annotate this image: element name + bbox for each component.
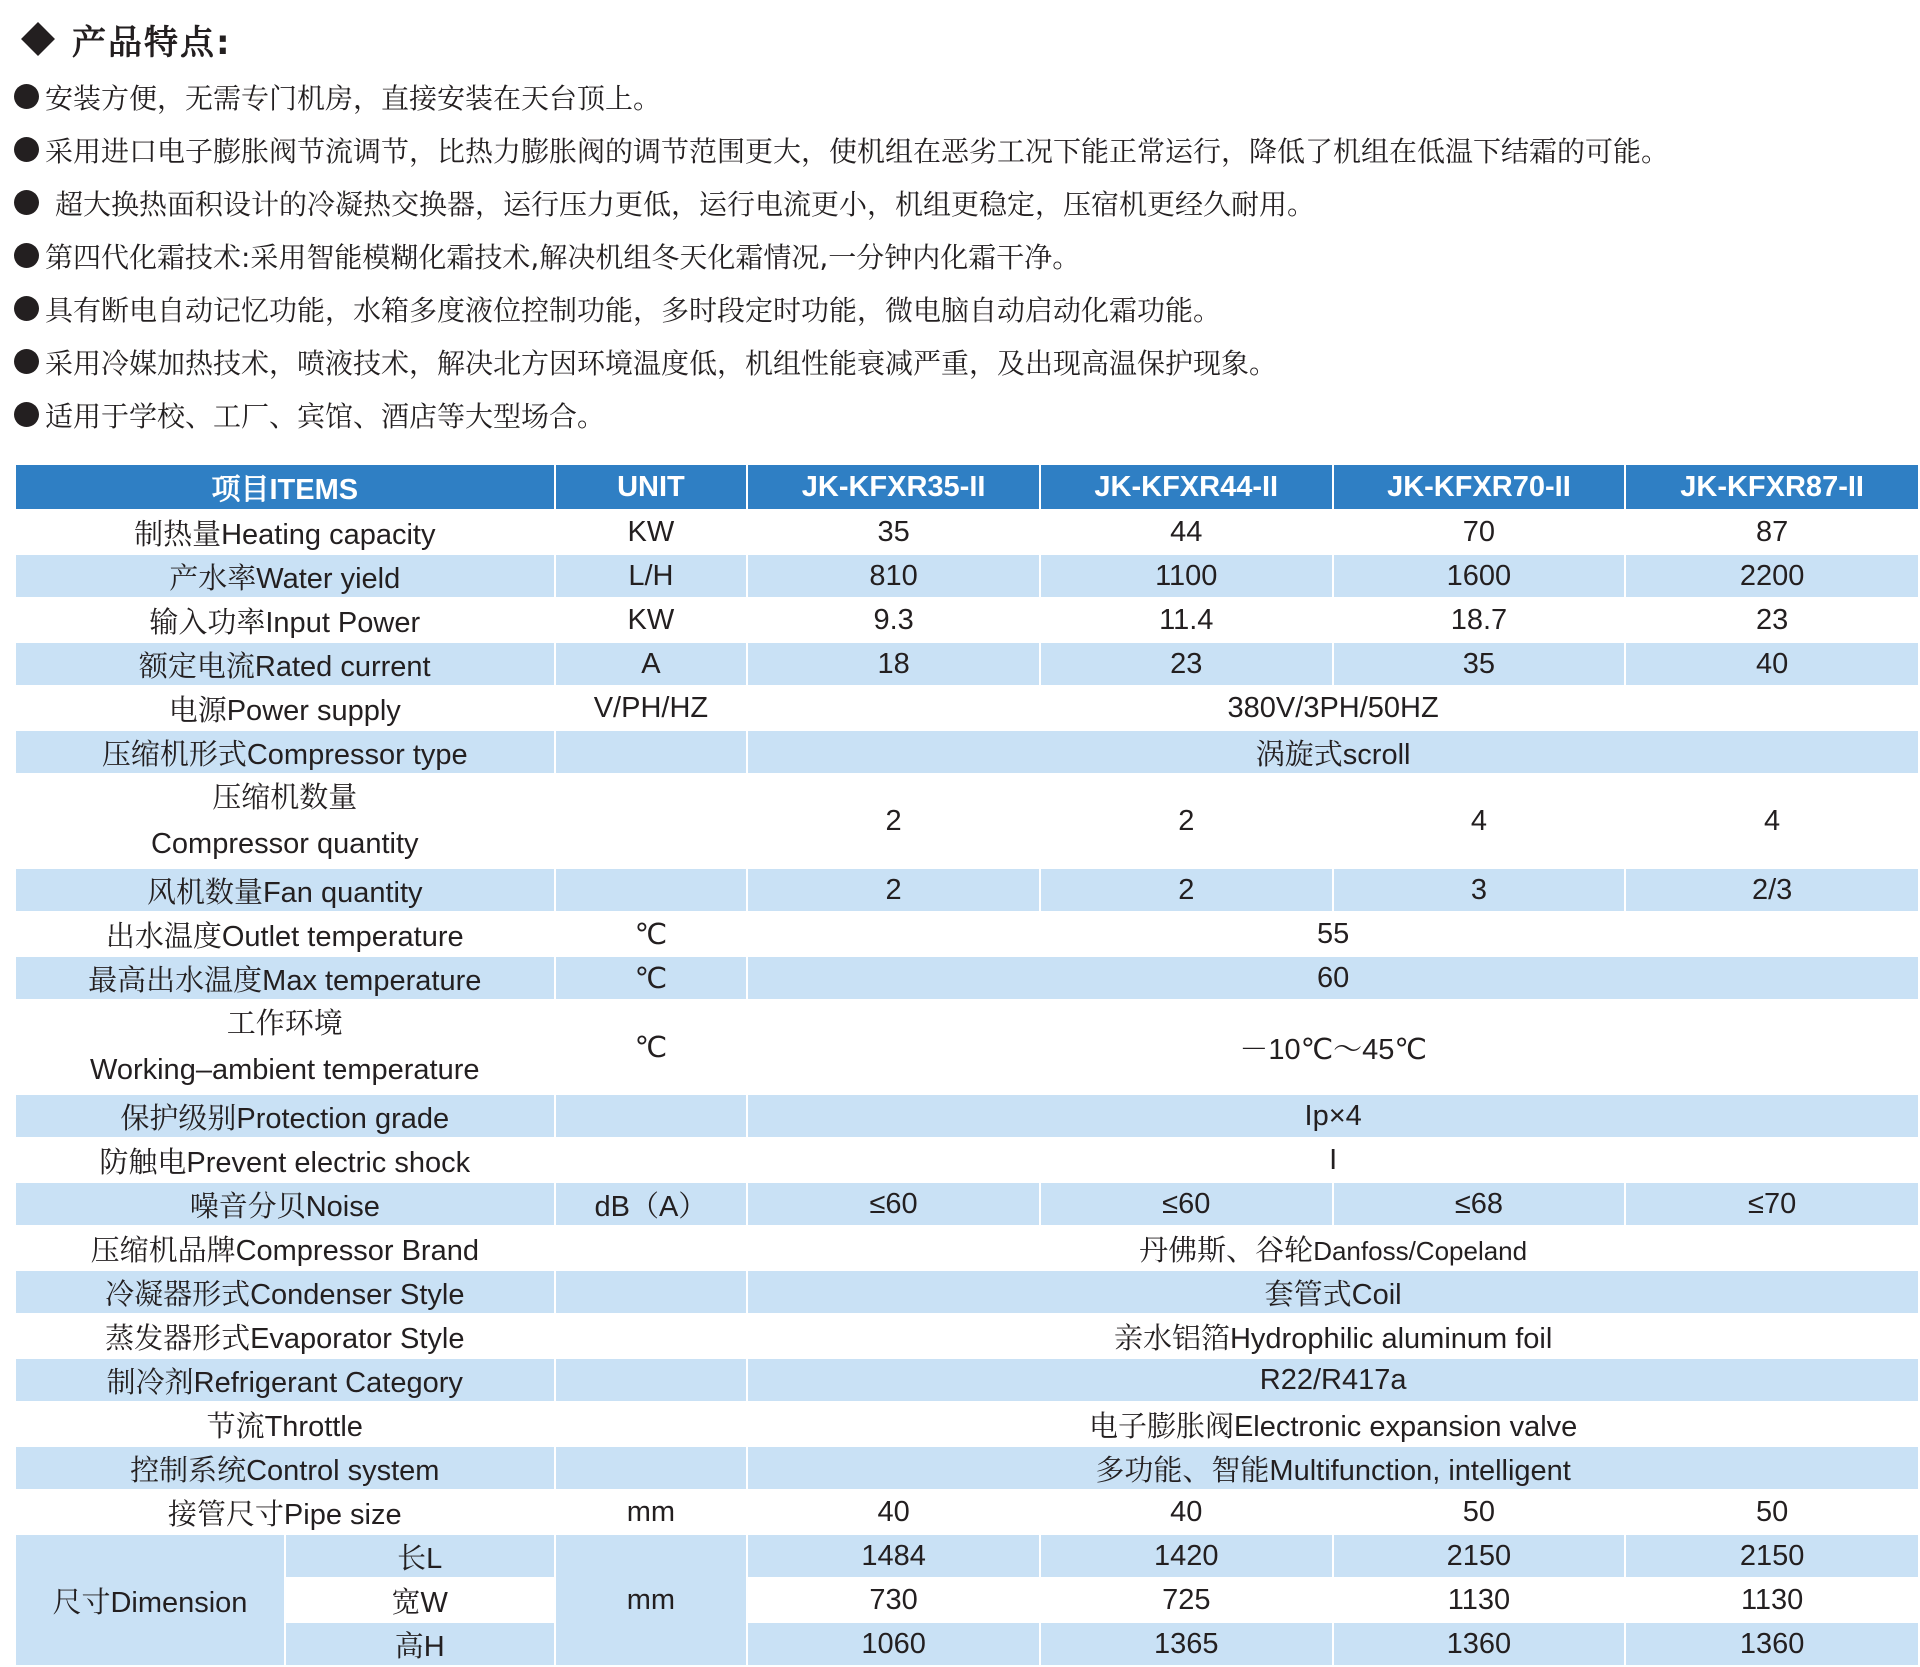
- bullet-icon: [14, 349, 39, 374]
- feature-item: 具有断电自动记忆功能，水箱多度液位控制功能，多时段定时功能，微电脑自动启动化霜功能。: [14, 282, 1914, 335]
- row-label: 产水率Water yield: [15, 554, 555, 598]
- row-value: 810: [747, 554, 1040, 598]
- table-row: [15, 1446, 1919, 1490]
- bullet-icon: [14, 84, 39, 109]
- brand-en: Danfoss/Copeland: [1313, 1235, 1528, 1266]
- table-row: [15, 730, 1919, 774]
- row-label: 制冷剂Refrigerant Category: [15, 1358, 555, 1402]
- table-row: [15, 1270, 1919, 1314]
- row-label: 风机数量Fan quantity: [15, 868, 555, 912]
- table-row: [15, 1314, 1919, 1358]
- row-value: 1360: [1333, 1622, 1626, 1666]
- row-unit: L/H: [555, 554, 748, 598]
- row-value: 1130: [1333, 1578, 1626, 1622]
- row-label: 电源Power supply: [15, 686, 555, 730]
- row-value: I: [747, 1138, 1919, 1182]
- bullet-icon: [14, 190, 39, 215]
- feature-item: 安装方便，无需专门机房，直接安装在天台顶上。: [14, 70, 1914, 123]
- table-row: [15, 912, 1919, 956]
- table-row: [15, 642, 1919, 686]
- table-header-row: [15, 464, 1919, 510]
- row-unit: KW: [555, 510, 748, 554]
- dimension-label: 尺寸Dimension: [15, 1534, 285, 1666]
- feature-item: 第四代化霜技术:采用智能模糊化霜技术,解决机组冬天化霜情况,一分钟内化霜干净。: [14, 229, 1914, 282]
- row-unit: mm: [555, 1490, 748, 1534]
- row-value: 40: [747, 1490, 1040, 1534]
- section-title: 产品特点:: [72, 22, 232, 63]
- row-unit: KW: [555, 598, 748, 642]
- row-unit: ℃: [555, 956, 748, 1000]
- row-unit: [555, 1314, 748, 1358]
- table-row: [15, 1578, 1919, 1622]
- row-value: ≤60: [747, 1182, 1040, 1226]
- header-unit: UNIT: [555, 464, 748, 510]
- row-label-en: Compressor quantity: [150, 828, 419, 860]
- table-row: [15, 1094, 1919, 1138]
- row-unit: ℃: [555, 1000, 748, 1094]
- row-unit: dB（A）: [555, 1182, 748, 1226]
- row-value: 50: [1333, 1490, 1626, 1534]
- row-unit: [555, 1358, 748, 1402]
- row-value: R22/R417a: [747, 1358, 1919, 1402]
- header-model: JK-KFXR87-II: [1625, 464, 1919, 510]
- row-value: 1600: [1333, 554, 1626, 598]
- row-value: ≤68: [1333, 1182, 1626, 1226]
- row-unit: [555, 1226, 748, 1270]
- row-value: 40: [1625, 642, 1919, 686]
- table-row: [15, 1622, 1919, 1666]
- row-value: 50: [1625, 1490, 1919, 1534]
- row-label: 最高出水温度Max temperature: [15, 956, 555, 1000]
- spec-table: [14, 463, 1920, 1667]
- row-unit: ℃: [555, 912, 748, 956]
- table-row: [15, 868, 1919, 912]
- row-label: 输入功率Input Power: [15, 598, 555, 642]
- row-label: 控制系统Control system: [15, 1446, 555, 1490]
- table-row: [15, 510, 1919, 554]
- row-unit: [555, 1270, 748, 1314]
- row-label-cn: 工作环境: [226, 1008, 343, 1040]
- row-label: 出水温度Outlet temperature: [15, 912, 555, 956]
- header-model: JK-KFXR35-II: [747, 464, 1040, 510]
- row-label: 防触电Prevent electric shock: [15, 1138, 555, 1182]
- row-label: 压缩机品牌Compressor Brand: [15, 1226, 555, 1270]
- bullet-icon: [14, 402, 39, 427]
- row-value: 2: [747, 868, 1040, 912]
- header-model: JK-KFXR44-II: [1040, 464, 1333, 510]
- row-value: 电子膨胀阀Electronic expansion valve: [747, 1402, 1919, 1446]
- row-label: 保护级别Protection grade: [15, 1094, 555, 1138]
- feature-item: 适用于学校、工厂、宾馆、酒店等大型场合。: [14, 388, 1914, 441]
- row-label: 冷凝器形式Condenser Style: [15, 1270, 555, 1314]
- row-value: 4: [1625, 774, 1919, 868]
- row-unit: A: [555, 642, 748, 686]
- row-label: 噪音分贝Noise: [15, 1182, 555, 1226]
- section-header: [12, 14, 232, 64]
- table-row: [15, 1226, 1919, 1270]
- row-value: 1365: [1040, 1622, 1333, 1666]
- row-value: 涡旋式scroll: [747, 730, 1919, 774]
- row-unit: [555, 868, 748, 912]
- row-value: 1420: [1040, 1534, 1333, 1578]
- row-value: 70: [1333, 510, 1626, 554]
- row-value: 11.4: [1040, 598, 1333, 642]
- row-value: 40: [1040, 1490, 1333, 1534]
- row-value: 9.3: [747, 598, 1040, 642]
- table-row: [15, 1534, 1919, 1578]
- row-value: 2: [1040, 868, 1333, 912]
- row-value: 18: [747, 642, 1040, 686]
- dimension-sub-label: 长L: [285, 1534, 555, 1578]
- table-row: [15, 598, 1919, 642]
- table-row: [15, 554, 1919, 598]
- row-value: 2150: [1333, 1534, 1626, 1578]
- row-value: 35: [747, 510, 1040, 554]
- row-unit: [555, 1138, 748, 1182]
- row-value: 2/3: [1625, 868, 1919, 912]
- row-value: 1360: [1625, 1622, 1919, 1666]
- row-value: 1130: [1625, 1578, 1919, 1622]
- row-value: 23: [1040, 642, 1333, 686]
- row-unit: [555, 774, 748, 868]
- row-label: [15, 1000, 555, 1094]
- row-value: 55: [747, 912, 1919, 956]
- row-value: 3: [1333, 868, 1626, 912]
- row-value: [747, 1226, 1919, 1270]
- feature-item: 超大换热面积设计的冷凝热交换器，运行压力更低，运行电流更小，机组更稳定，压宿机更经久耐用。: [14, 176, 1914, 229]
- row-value: 2: [747, 774, 1040, 868]
- row-value: 730: [747, 1578, 1040, 1622]
- table-row: [15, 956, 1919, 1000]
- header-model: JK-KFXR70-II: [1333, 464, 1626, 510]
- row-label: 制热量Heating capacity: [15, 510, 555, 554]
- brand-cn: 丹佛斯、谷轮: [1139, 1234, 1314, 1267]
- table-row: [15, 1402, 1919, 1446]
- row-value: 2200: [1625, 554, 1919, 598]
- bullet-icon: [14, 243, 39, 268]
- row-label: 接管尺寸Pipe size: [15, 1490, 555, 1534]
- diamond-icon: [21, 22, 55, 56]
- row-value: 380V/3PH/50HZ: [747, 686, 1919, 730]
- row-value: 44: [1040, 510, 1333, 554]
- row-value: ≤70: [1625, 1182, 1919, 1226]
- row-unit: [555, 1402, 748, 1446]
- row-value: 4: [1333, 774, 1626, 868]
- feature-item: 采用进口电子膨胀阀节流调节，比热力膨胀阀的调节范围更大，使机组在恶劣工况下能正常运行，降低了机组在低温下结霜的可能。: [14, 123, 1914, 176]
- row-unit: [555, 1446, 748, 1490]
- bullet-icon: [14, 296, 39, 321]
- row-value: 2150: [1625, 1534, 1919, 1578]
- row-label: 节流Throttle: [15, 1402, 555, 1446]
- feature-list: [14, 70, 1914, 441]
- row-value: 2: [1040, 774, 1333, 868]
- row-value: 60: [747, 956, 1919, 1000]
- row-value: 多功能、智能Multifunction, intelligent: [747, 1446, 1919, 1490]
- row-value: 1484: [747, 1534, 1040, 1578]
- row-unit: V/PH/HZ: [555, 686, 748, 730]
- table-row: [15, 1182, 1919, 1226]
- row-label: 压缩机形式Compressor type: [15, 730, 555, 774]
- row-label-en: Working–ambient temperature: [89, 1054, 480, 1086]
- header-items: 项目ITEMS: [15, 464, 555, 510]
- row-value: 23: [1625, 598, 1919, 642]
- row-value: －10℃～45℃: [747, 1000, 1919, 1094]
- table-row: [15, 774, 1919, 868]
- row-label: 蒸发器形式Evaporator Style: [15, 1314, 555, 1358]
- row-value: 1100: [1040, 554, 1333, 598]
- table-row: [15, 1138, 1919, 1182]
- table-row: [15, 1490, 1919, 1534]
- row-value: 套管式Coil: [747, 1270, 1919, 1314]
- dimension-sub-label: 高H: [285, 1622, 555, 1666]
- row-value: 亲水铝箔Hydrophilic aluminum foil: [747, 1314, 1919, 1358]
- row-value: 35: [1333, 642, 1626, 686]
- row-value: Ip×4: [747, 1094, 1919, 1138]
- dimension-sub-label: 宽W: [285, 1578, 555, 1622]
- table-row: [15, 1358, 1919, 1402]
- row-unit: [555, 730, 748, 774]
- row-label: 额定电流Rated current: [15, 642, 555, 686]
- row-value: ≤60: [1040, 1182, 1333, 1226]
- row-value: 1060: [747, 1622, 1040, 1666]
- table-row: [15, 1000, 1919, 1094]
- bullet-icon: [14, 137, 39, 162]
- row-value: 725: [1040, 1578, 1333, 1622]
- row-label-cn: 压缩机数量: [212, 782, 358, 814]
- row-unit: [555, 1094, 748, 1138]
- row-label: [15, 774, 555, 868]
- row-value: 87: [1625, 510, 1919, 554]
- row-value: 18.7: [1333, 598, 1626, 642]
- feature-item: 采用冷媒加热技术，喷液技术，解决北方因环境温度低，机组性能衰减严重，及出现高温保护现象。: [14, 335, 1914, 388]
- table-row: [15, 686, 1919, 730]
- dimension-unit: mm: [555, 1534, 748, 1666]
